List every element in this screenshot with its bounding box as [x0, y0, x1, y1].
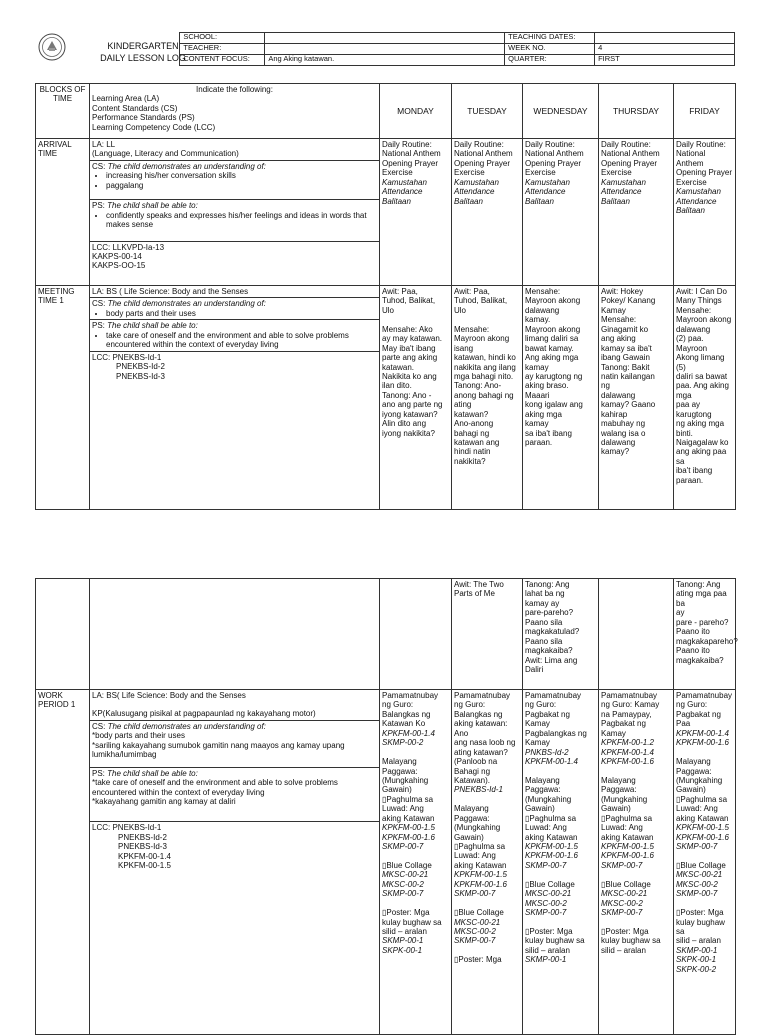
routine-line: Attendance — [382, 187, 423, 197]
cell-line: ating katawan? — [454, 747, 508, 757]
cell-line: Luwad: Ang — [382, 804, 424, 814]
routine-line: Opening Prayer — [525, 158, 582, 168]
cell-line — [454, 795, 520, 804]
cell-line: kulay bughaw sa — [676, 917, 725, 936]
cell-line: ng Guro: Kamay — [601, 700, 660, 710]
school-value — [265, 33, 505, 44]
cell-line: SKMP-00-7 — [525, 860, 567, 870]
cell-line: ▯Blue Collage — [676, 860, 726, 870]
cell-line: ▯Blue Collage — [525, 879, 575, 889]
cell-line: Pamamatnubay — [382, 691, 439, 700]
cell-line: silid – aralan — [601, 945, 646, 955]
cell-line: (Mungkahing — [601, 794, 648, 804]
work-wednesday — [523, 690, 599, 1035]
cell-line: SKMP-00-2 — [382, 738, 424, 748]
routine-line: Attendance — [454, 187, 495, 197]
routine-line: Balitaan — [676, 206, 705, 216]
cell-line: ng Guro: — [525, 700, 557, 710]
arrival-standards: LA: LL (Language, Literacy and Communication) CS: The child demonstrates an understanding of: • increasing his/her conversation skills • paggalang PS: The child shall be able to: • confidently speaks and expresses his/her feelings and ideas in words that makes sense LCC: LLKVPD-Ia-13 KAKPS-00-14 KAKPS-OO-15 — [90, 139, 380, 286]
cell-line: (Mungkahing — [525, 794, 572, 804]
cell-line: Gawain) — [382, 785, 412, 795]
work-standards: LA: BS( Life Science: Body and the Senses KP(Kalusugang pisikal at pagpapaunlad ng kakayahang motor) CS: The child demonstrates an understanding of: *body parts and their uses *sariling kakayahang sumubok gamitin nang maayos ang kamay upang lumikha/lumimbag PS: The child shall be able to: *take care of oneself and the environment and able to solve problems encountered within the context of everyday living *kakayahang gamitin ang kamay at daliri LCC: PNEKBS-Id-1 PNEKBS-Id-2 PNEKBS-Id-3 KPKFM-00-1.4 KPKFM-00-1.5 — [90, 690, 380, 1035]
cell-line: KPKFM-00-1.5 — [601, 842, 654, 851]
cell-line: ▯Paghulma sa — [601, 813, 653, 823]
cell-line: SKMP-00-7 — [382, 842, 424, 851]
routine-line: Balitaan — [382, 196, 411, 206]
cell-line: (Panloob na — [454, 757, 498, 767]
cell-line: Pamamatnubay — [454, 691, 511, 700]
cell-line: KPKFM-00-1.6 — [601, 757, 654, 767]
routine-line: Daily Routine: — [454, 140, 504, 149]
cell-line: Paggawa: — [382, 766, 418, 776]
cell-line: (Mungkahing — [676, 775, 723, 785]
cell-line: Pagbakat ng — [525, 709, 570, 719]
cell-line: Gawain) — [601, 804, 631, 814]
continued-friday: Tanong: Ang ating mga paa ba ay pare - pareho? Paano ito magkakapareho? Paano ito magkakaiba? — [674, 579, 736, 690]
routine-line: Exercise — [525, 168, 556, 178]
cell-line: aking Katawan — [676, 813, 729, 823]
document-title: KINDERGARTEN DAILY LESSON LOG — [100, 41, 186, 64]
work-tuesday — [452, 690, 523, 1035]
cell-line: aking katawan: — [454, 719, 508, 729]
cell-line: Kamay — [601, 728, 626, 738]
cell-line: aking Katawan — [601, 832, 654, 842]
cell-line — [525, 870, 596, 879]
cell-line — [676, 899, 733, 908]
arrival-wednesday — [523, 139, 599, 286]
cell-line: Paggawa: — [525, 785, 561, 795]
routine-line: National Anthem — [382, 149, 441, 159]
routine-line: Kamustahan — [525, 177, 570, 187]
cell-line: MKSC-00-21 — [676, 870, 723, 880]
quarter-value: FIRST — [595, 55, 735, 66]
cell-line: ▯Poster: Mga — [525, 926, 573, 936]
arrival-time-label: ARRIVAL TIME — [36, 139, 90, 286]
routine-line: Balitaan — [525, 196, 554, 206]
cell-line: SKMP-00-7 — [525, 908, 567, 918]
header-table — [35, 32, 735, 66]
teacher-label: TEACHER: — [180, 44, 265, 55]
teacher-value — [265, 44, 505, 55]
week-label: WEEK NO. — [505, 44, 595, 55]
teaching-dates-label: TEACHING DATES: — [505, 33, 595, 44]
routine-line: Daily Routine: — [601, 140, 651, 149]
cell-line: SKMP-00-7 — [454, 889, 496, 899]
cell-line: SKMP-00-7 — [601, 860, 643, 870]
routine-line: Exercise — [454, 168, 485, 178]
cell-line: KPKFM-00-1.6 — [601, 851, 654, 861]
routine-line: Opening Prayer — [676, 168, 733, 178]
cell-line: Ano — [454, 728, 469, 738]
cell-line: kulay bughaw sa — [601, 936, 661, 946]
cell-line: Malayang — [601, 775, 636, 785]
lesson-log-table — [35, 83, 736, 510]
cell-line: Balangkas ng — [382, 709, 431, 719]
meeting-wednesday: Mensahe: Mayroon akong dalawang kamay. Mayroon akong limang daliri sa bawat kamay. Ang aking mga kamay ay karugtong ng aking braso. Maaari kong igalaw ang aking mga kamay sa iba't ibang paraan. — [523, 286, 599, 510]
routine-line: Daily Routine: — [676, 140, 726, 149]
cell-line: MKSC-00-21 — [601, 889, 648, 899]
routine-line: Daily Routine: — [382, 140, 432, 149]
routine-line: Kamustahan — [676, 187, 721, 197]
cell-line — [601, 870, 671, 879]
arrival-friday — [674, 139, 736, 286]
day-header-wednesday: WEDNESDAY — [523, 84, 599, 139]
cell-line: Paggawa: — [454, 813, 490, 823]
work-period-1-label: WORK PERIOD 1 — [36, 690, 90, 1035]
cell-line: (Mungkahing — [454, 823, 501, 833]
routine-line: National Anthem — [676, 149, 706, 168]
cell-line: ▯Blue Collage — [382, 860, 432, 870]
cell-line: Pagbakat ng Paa — [676, 709, 721, 729]
meeting-thursday: Awit: Hokey Pokey/ Kanang Kamay Mensahe: Ginagamit ko ang aking kamay sa iba't ibang Gawain Tanong: Bakit natin kailangan ng dalawang kamay? Gaano kahirap mabuhay ng walang isa o dalawang kamay? — [599, 286, 674, 510]
meeting-time-1-label: MEETING TIME 1 — [36, 286, 90, 510]
arrival-monday — [380, 139, 452, 286]
cell-line: silid – aralan — [676, 936, 721, 946]
indicate-header: Indicate the following: Learning Area (LA) Content Standards (CS) Performance Standards (PS) Learning Competency Code (LCC) — [90, 84, 380, 139]
cell-line: Malayang — [525, 775, 560, 785]
routine-line: Kamustahan — [601, 177, 646, 187]
day-header-tuesday: TUESDAY — [452, 84, 523, 139]
work-thursday — [599, 690, 674, 1035]
cell-line: Malayang — [454, 804, 489, 814]
teaching-dates-value — [595, 33, 735, 44]
work-monday — [380, 690, 452, 1035]
routine-line: National Anthem — [525, 149, 584, 159]
meeting-friday: Awit: I Can Do Many Things Mensahe: Mayroon akong dalawang (2) paa. Mayroon Akong limang (5) daliri sa bawat paa. Ang aking mga paa ay karugtong ng aking mga binti. Naigagalaw ko ang aking paa sa iba't ibang paraan. — [674, 286, 736, 510]
cell-line: Pagbalangkas ng — [525, 728, 587, 738]
routine-line: Attendance — [601, 187, 642, 197]
blocks-of-time-header: BLOCKS OF TIME — [36, 84, 90, 139]
cell-line: SKMP-00-7 — [676, 889, 718, 899]
cell-line: Gawain) — [454, 832, 484, 842]
routine-line: Kamustahan — [382, 177, 427, 187]
routine-line: Exercise — [601, 168, 632, 178]
day-header-thursday: THURSDAY — [599, 84, 674, 139]
meeting-monday: Awit: Paa, Tuhod, Balikat, Ulo Mensahe: Ako ay may katawan. May iba't ibang parte ang aking katawan. Nakikita ko ang ilan dito. Tanong: Ano - ano ang parte ng iyong katawan? Alin dito ang iyong nakikita? — [380, 286, 452, 510]
cell-line — [676, 851, 733, 860]
cell-line: ▯Poster: Mga — [601, 926, 649, 936]
cell-line: MKSC-00-21 — [525, 889, 572, 899]
cell-line: na Pamaypay, — [601, 709, 652, 719]
cell-line: MKSC-00-2 — [601, 898, 643, 908]
cell-line: Luwad: Ang — [525, 823, 567, 833]
cell-line — [525, 767, 596, 776]
cell-line: ▯Poster: Mga — [454, 955, 502, 965]
cell-line: ▯Paghulma sa — [676, 794, 728, 804]
cell-line — [525, 918, 596, 927]
cell-line: Pamamatnubay — [525, 691, 582, 700]
cell-line — [382, 899, 449, 908]
cell-line: ▯Poster: Mga — [676, 908, 724, 918]
lesson-log-table-continued — [35, 578, 736, 1035]
cell-line: kulay bughaw sa — [525, 936, 585, 946]
cell-line — [676, 748, 733, 757]
week-value: 4 — [595, 44, 735, 55]
routine-line: National Anthem — [454, 149, 513, 159]
cell-line: SKMP-00-1 — [382, 936, 424, 946]
routine-line: Opening Prayer — [382, 158, 439, 168]
cell-line: KPKFM-00-1.6 — [676, 832, 729, 842]
cell-line: ng Guro: — [382, 700, 414, 710]
cell-line: KPKFM-00-1.2 — [601, 738, 654, 748]
cell-line: Katawan). — [454, 775, 491, 785]
cell-line: ▯Blue Collage — [454, 908, 504, 918]
cell-line: silid – aralan — [382, 926, 427, 936]
cell-line: KPKFM-00-1.6 — [525, 851, 578, 861]
routine-line: Exercise — [382, 168, 413, 178]
cell-line — [382, 748, 449, 757]
cell-line — [382, 851, 449, 860]
arrival-thursday — [599, 139, 674, 286]
cell-line: KPKFM-00-1.4 — [601, 747, 654, 757]
cell-line — [601, 767, 671, 776]
cell-line: Malayang — [676, 757, 711, 767]
cell-line: KPKFM-00-1.6 — [676, 738, 729, 748]
cell-line: KPKFM-00-1.5 — [676, 823, 729, 833]
cell-line: ng Guro: — [676, 700, 708, 710]
cell-line: kulay bughaw sa — [382, 917, 442, 927]
cell-line: Balangkas ng — [454, 709, 503, 719]
cell-line: MKSC-00-2 — [676, 879, 718, 889]
cell-line: KPKFM-00-1.5 — [525, 842, 578, 851]
cell-line: Bahagi ng — [454, 766, 491, 776]
cell-line — [454, 946, 520, 955]
cell-line: MKSC-00-2 — [525, 898, 567, 908]
cell-line: Paggawa: — [676, 766, 712, 776]
cell-line: Pagbakat ng — [601, 719, 646, 729]
cell-line: PNEKBS-Id-1 — [454, 785, 503, 795]
cell-line: SKPK-00-2 — [676, 964, 717, 974]
cell-line: KPKFM-00-1.6 — [454, 879, 507, 889]
day-header-monday: MONDAY — [380, 84, 452, 139]
cell-line: SKMP-00-7 — [676, 842, 718, 851]
cell-line: aking Katawan — [382, 813, 435, 823]
cell-line: SKPK-00-1 — [382, 945, 423, 955]
cell-line: SKMP-00-7 — [382, 889, 424, 899]
routine-line: Kamustahan — [454, 177, 499, 187]
cell-line: KPKFM-00-1.5 — [382, 823, 435, 833]
routine-line: Opening Prayer — [601, 158, 658, 168]
cell-line: PNKBS-Id-2 — [525, 747, 569, 757]
cell-line: Pamamatnubay — [601, 691, 658, 700]
school-label: SCHOOL: — [180, 33, 265, 44]
cell-line: Gawain) — [676, 785, 706, 795]
cell-line: MKSC-00-21 — [382, 870, 429, 880]
routine-line: Balitaan — [454, 196, 483, 206]
cell-line: SKMP-00-1 — [676, 945, 718, 955]
cell-line: SKPK-00-1 — [676, 955, 717, 965]
cell-line: Kamay — [525, 719, 550, 729]
cell-line: silid – aralan — [525, 945, 570, 955]
cell-line: KPKFM-00-1.5 — [454, 870, 507, 880]
cell-line: aking Katawan — [454, 860, 507, 870]
cell-line: Malayang — [382, 757, 417, 767]
meeting-standards: LA: BS ( Life Science: Body and the Senses CS: The child demonstrates an understanding of: • body parts and their uses PS: The child shall be able to: • take care of oneself and the environment and able to solve problems encountered within the context of everyday living LCC: PNEKBS-Id-1 PNEKBS-Id-2 PNEKBS-Id-3 — [90, 286, 380, 510]
arrival-tuesday — [452, 139, 523, 286]
cell-line: Paggawa: — [601, 785, 637, 795]
cell-line: Gawain) — [525, 804, 555, 814]
cell-line: ▯Blue Collage — [601, 879, 651, 889]
cell-line: ang nasa loob ng — [454, 738, 516, 748]
cell-line: KPKFM-00-1.6 — [382, 832, 435, 842]
cell-line: Pamamatnubay — [676, 691, 733, 700]
routine-line: Daily Routine: — [525, 140, 575, 149]
content-focus-value: Ang Aking katawan. — [265, 55, 505, 66]
cell-line: Luwad: Ang — [454, 851, 496, 861]
cell-line: aking Katawan — [525, 832, 578, 842]
cell-line: SKMP-00-7 — [454, 936, 496, 946]
meeting-tuesday: Awit: Paa, Tuhod, Balikat, Ulo Mensahe: Mayroon akong isang katawan, hindi ko nakikita ang ilang mga bahagi nito. Tanong: Ano- anong bahagi ng ating katawan? Ano-anong bahagi ng katawan ang hindi natin nakikita? — [452, 286, 523, 510]
cell-line: ▯Paghulma sa — [454, 842, 506, 851]
cell-line: ▯Poster: Mga — [382, 908, 430, 918]
cell-line: ▯Paghulma sa — [525, 813, 577, 823]
cell-line: ng Guro: — [454, 700, 486, 710]
cell-line: KPKFM-00-1.4 — [382, 728, 435, 738]
cell-line: MKSC-00-2 — [454, 926, 496, 936]
cell-line: KPKFM-00-1.4 — [525, 757, 578, 767]
cell-line — [454, 899, 520, 908]
quarter-label: QUARTER: — [505, 55, 595, 66]
cell-line: SKMP-00-7 — [601, 908, 643, 918]
cell-line: (Mungkahing — [382, 775, 429, 785]
cell-line: KPKFM-00-1.4 — [676, 728, 729, 738]
routine-line: Balitaan — [601, 196, 630, 206]
routine-line: Exercise — [676, 177, 707, 187]
continued-tuesday: Awit: The Two Parts of Me — [452, 579, 523, 690]
cell-line: MKSC-00-2 — [382, 879, 424, 889]
day-header-friday: FRIDAY — [674, 84, 736, 139]
continued-wednesday: Tanong: Ang lahat ba ng kamay ay pare-pareho? Paano sila magkakatulad? Paano sila magkakaiba? Awit: Lima ang Daliri — [523, 579, 599, 690]
cell-line: SKMP-00-1 — [525, 955, 567, 965]
cell-line — [601, 918, 671, 927]
routine-line: Attendance — [525, 187, 566, 197]
cell-line: Kamay — [525, 738, 550, 748]
cell-line: Katawan Ko — [382, 719, 426, 729]
work-friday — [674, 690, 736, 1035]
cell-line: MKSC-00-21 — [454, 917, 501, 927]
cell-line: ▯Paghulma sa — [382, 794, 434, 804]
routine-line: Opening Prayer — [454, 158, 511, 168]
content-focus-label: CONTENT FOCUS: — [180, 55, 265, 66]
routine-line: National Anthem — [601, 149, 660, 159]
routine-line: Attendance — [676, 196, 717, 206]
cell-line: Luwad: Ang — [676, 804, 718, 814]
cell-line: Luwad: Ang — [601, 823, 643, 833]
